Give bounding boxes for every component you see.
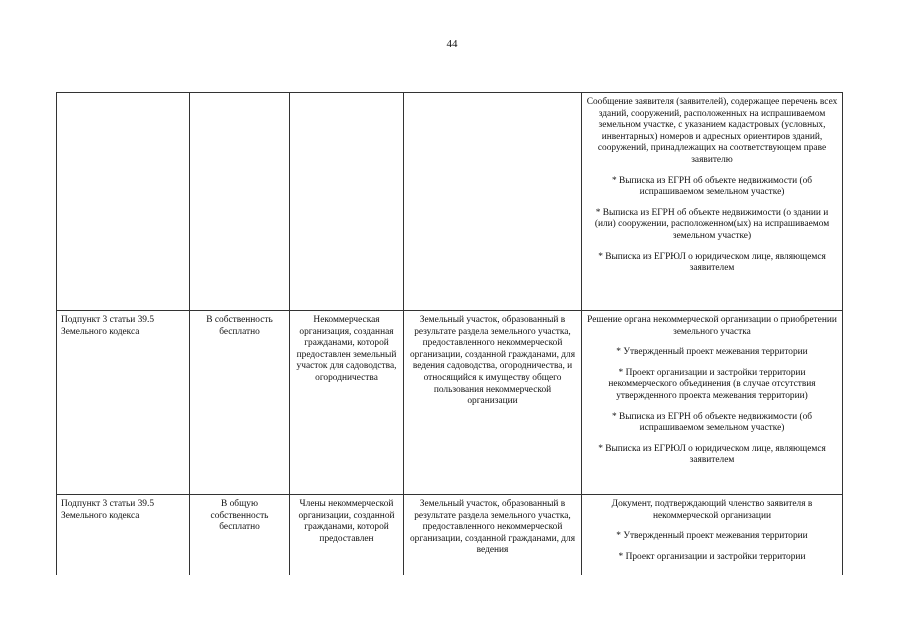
plot-cell: Земельный участок, образованный в результате раздела земельного участка, предоставленного некоммерческой организации, созданной гражданами, для ведения <box>404 495 582 575</box>
page-number: 44 <box>446 38 458 50</box>
documents-cell <box>582 495 843 575</box>
form-cell <box>190 93 290 311</box>
document-item: * Утвержденный проект межевания территории <box>616 531 808 542</box>
plot-cell: Земельный участок, образованный в результате раздела земельного участка, предоставленного некоммерческой организации, созданной гражданами, для ведения садоводства, огородничества, и относящийся к имуществу общего пользования некоммерческой организации <box>404 311 582 495</box>
document-item: Решение органа некоммерческой организации о приобретении земельного участка <box>587 315 837 337</box>
document-item: * Выписка из ЕГРЮЛ о юридическом лице, являющемся заявителем <box>598 251 826 274</box>
plot-cell <box>404 93 582 311</box>
document-item: Сообщение заявителя (заявителей), содержащее перечень всех зданий, сооружений, расположенных на испрашиваемом земельном участке, с указанием кадастровых (условных, инвентарных) номеров и адресных ориентиров зданий, сооружений, принадлежащих на соответствующем праве заявителю <box>586 97 838 165</box>
table-row <box>57 311 843 495</box>
document-item: * Выписка из ЕГРН об объекте недвижимости (об испрашиваемом земельном участке) <box>611 175 813 198</box>
basis-cell: Подпункт 3 статьи 39.5 Земельного кодекса <box>57 311 190 495</box>
document-item: * Выписка из ЕГРЮЛ о юридическом лице, являющемся заявителем <box>598 443 826 466</box>
basis-cell: Подпункт 3 статьи 39.5 Земельного кодекса <box>57 495 190 575</box>
form-cell: В общую собственность бесплатно <box>190 495 290 575</box>
document-item: * Проект организации и застройки территории <box>618 551 806 562</box>
documents-cell <box>582 93 843 311</box>
applicant-cell <box>290 93 404 311</box>
documents-cell <box>582 311 843 495</box>
document-item: Документ, подтверждающий членство заявителя в некоммерческой организации <box>611 499 813 521</box>
document-item: * Выписка из ЕГРН об объекте недвижимости (о здании и (или) сооружении, расположенном(ых) на испрашиваемом земельном участке) <box>594 207 830 241</box>
table-row <box>57 495 843 575</box>
document-item: * Утвержденный проект межевания территории <box>616 347 808 358</box>
form-cell: В собственность бесплатно <box>190 311 290 495</box>
applicant-cell: Члены некоммерческой организации, созданной гражданами, которой предоставлен <box>290 495 404 575</box>
document-item: * Выписка из ЕГРН об объекте недвижимости (об испрашиваемом земельном участке) <box>611 411 813 434</box>
applicant-cell: Некоммерческая организация, созданная гражданами, которой предоставлен земельный участок для садоводства, огородничества <box>290 311 404 495</box>
basis-cell <box>57 93 190 311</box>
document-item: * Проект организации и застройки территории некоммерческого объединения (в случае отсутствия утвержденного проекта межевания территории) <box>608 367 816 401</box>
table-row <box>57 93 843 311</box>
documents-table <box>56 92 843 575</box>
